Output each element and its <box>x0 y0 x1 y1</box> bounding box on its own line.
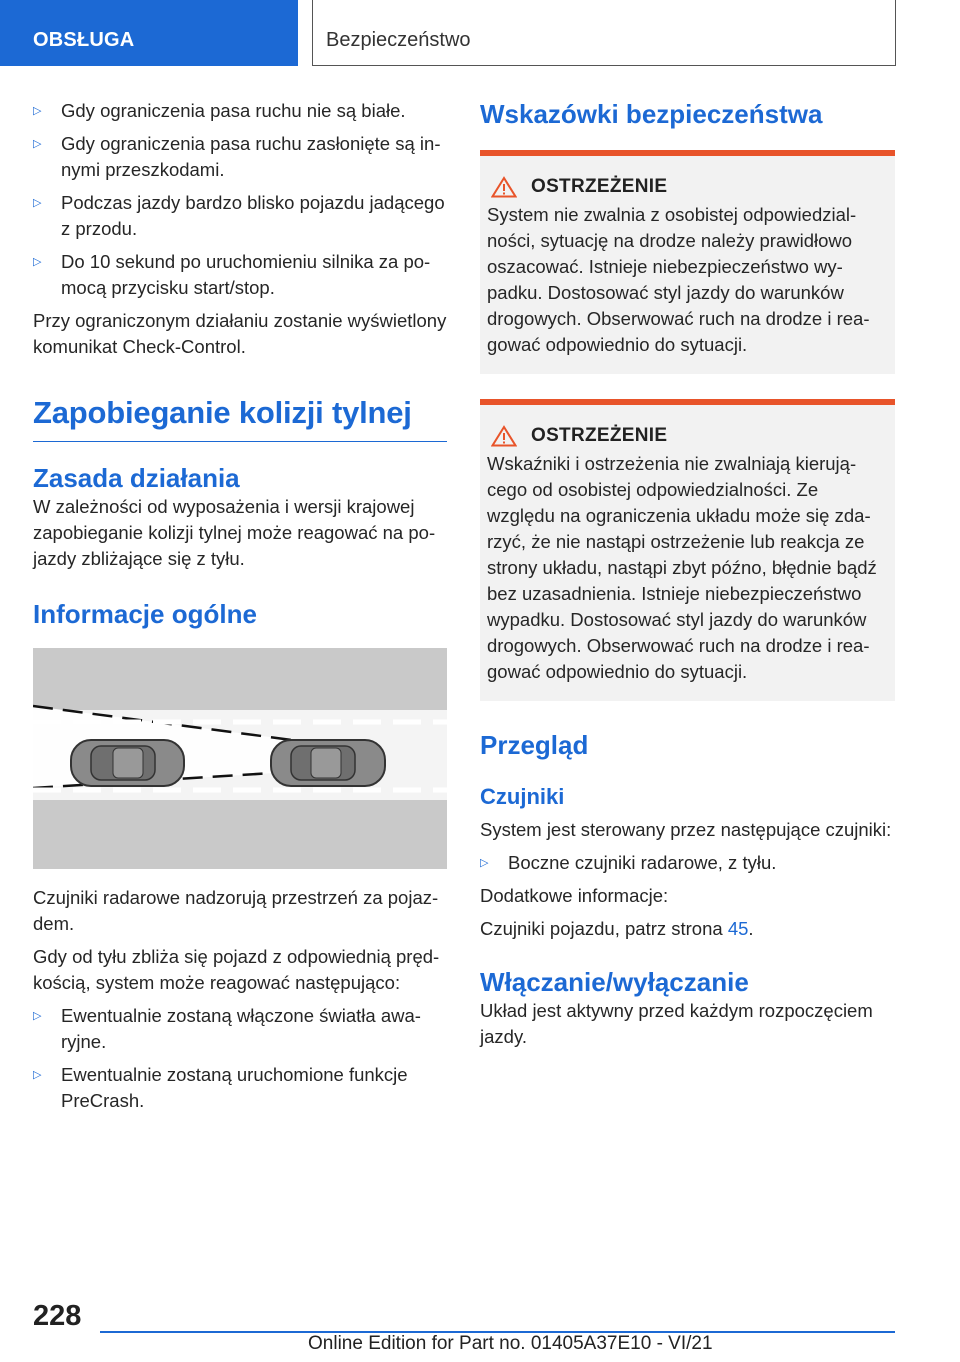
onoff-heading: Włączanie/wyłączanie <box>480 967 749 997</box>
front-car-icon <box>271 740 385 786</box>
list-item: ▷ Gdy ograniczenia pasa ruchu nie są białe. <box>33 98 447 124</box>
triangle-bullet-icon: ▷ <box>480 857 489 869</box>
rear-radar-diagram <box>33 648 447 869</box>
list-item: ▷ Ewentualnie zostaną włączone światła awaryjne. <box>33 1005 421 1052</box>
list-item: ▷ Boczne czujniki radarowe, z tyłu. <box>480 850 895 876</box>
warning-title: OSTRZEŻENIE <box>531 425 668 446</box>
additional-info: Dodatkowe informacje: <box>480 885 669 906</box>
triangle-bullet-icon: ▷ <box>33 197 42 209</box>
list-item: ▷ Gdy ograniczenia pasa ruchu zasłonięte są innymi przeszkodami. <box>33 133 441 180</box>
limited-function-text: Przy ograniczonym działaniu zostanie wyświetlony komunikat Check-Control. <box>33 310 447 357</box>
reaction-list <box>33 1003 447 1114</box>
left-column <box>33 98 447 1121</box>
triangle-bullet-icon: ▷ <box>33 1010 42 1022</box>
triangle-bullet-icon: ▷ <box>33 138 42 150</box>
main-heading: Zapobieganie kolizji tylnej <box>33 395 447 442</box>
approach-text: Gdy od tyłu zbliża się pojazd z odpowiednią prędkością, system może reagować następująco: <box>33 946 440 993</box>
list-item: ▷ Ewentualnie zostaną uruchomione funkcje PreCrash. <box>33 1064 408 1111</box>
list-item: ▷ Podczas jazdy bardzo blisko pojazdu jadącego z przodu. <box>33 192 445 239</box>
triangle-bullet-icon: ▷ <box>33 1069 42 1081</box>
principle-text: W zależności od wyposażenia i wersji krajowej zapobieganie kolizji tylnej może reagować na pojazdy zbliżające się z tyłu. <box>33 496 436 569</box>
principle-heading: Zasada działania <box>33 463 240 493</box>
list-item: ▷ Do 10 sekund po uruchomieniu silnika za pomocą przycisku start/stop. <box>33 251 431 298</box>
edition-text: Online Edition for Part no. 01405A37E10 - VI/21 <box>308 1333 713 1354</box>
overview-heading: Przegląd <box>480 730 589 760</box>
general-heading: Informacje ogólne <box>33 599 257 629</box>
warning-triangle-icon <box>491 425 517 447</box>
vehicle-sensors-reference: Czujniki pojazdu, patrz strona 45. <box>480 918 754 939</box>
warning-text: System nie zwalnia z osobistej odpowiedzialności, sytuację na drodze należy prawidłowo oszacować. Istnieje niebezpieczeństwo wypadku. Dostosować styl jazdy do warunków drogowych. Obserwować ruch na drodze i reagować odpowiednio do sytuacji. <box>487 204 870 355</box>
sensors-text: System jest sterowany przez następujące czujniki: <box>480 819 892 840</box>
conditions-list <box>33 98 447 301</box>
warning-box <box>480 399 895 701</box>
safety-heading: Wskazówki bezpieczeństwa <box>480 99 823 129</box>
section-tab: OBSŁUGA <box>0 0 298 66</box>
warning-triangle-icon <box>491 176 517 198</box>
warning-title: OSTRZEŻENIE <box>531 176 668 197</box>
warning-box <box>480 150 895 374</box>
warning-text: Wskaźniki i ostrzeżenia nie zwalniają kierującego od osobistej odpowiedzialności. Ze względu na ograniczenia układu może się zdarzyć, że nie nastąpi ostrzeżenie lub reakcja ze strony układu, nastąpi zbyt późno, błędnie bądź bez uzasadnienia. Istnieje niebezpieczeństwo wypadku. Dostosować styl jazdy do warunków drogowych. Obserwować ruch na drodze i reagować odpowiednio do sytuacji. <box>487 453 877 682</box>
sensors-list <box>480 850 895 876</box>
rear-car-icon <box>71 740 184 786</box>
triangle-bullet-icon: ▷ <box>33 105 42 117</box>
onoff-text: Układ jest aktywny przed każdym rozpoczęciem jazdy. <box>480 1000 873 1047</box>
page-link[interactable]: 45 <box>727 918 749 939</box>
sensors-heading: Czujniki <box>480 784 565 809</box>
radar-illustration <box>33 648 447 869</box>
page-number: 228 <box>33 1300 82 1332</box>
radar-text: Czujniki radarowe nadzorują przestrzeń za pojazdem. <box>33 887 439 934</box>
chapter-title: Bezpieczeństwo <box>312 0 896 66</box>
right-column <box>480 98 895 1057</box>
triangle-bullet-icon: ▷ <box>33 256 42 268</box>
